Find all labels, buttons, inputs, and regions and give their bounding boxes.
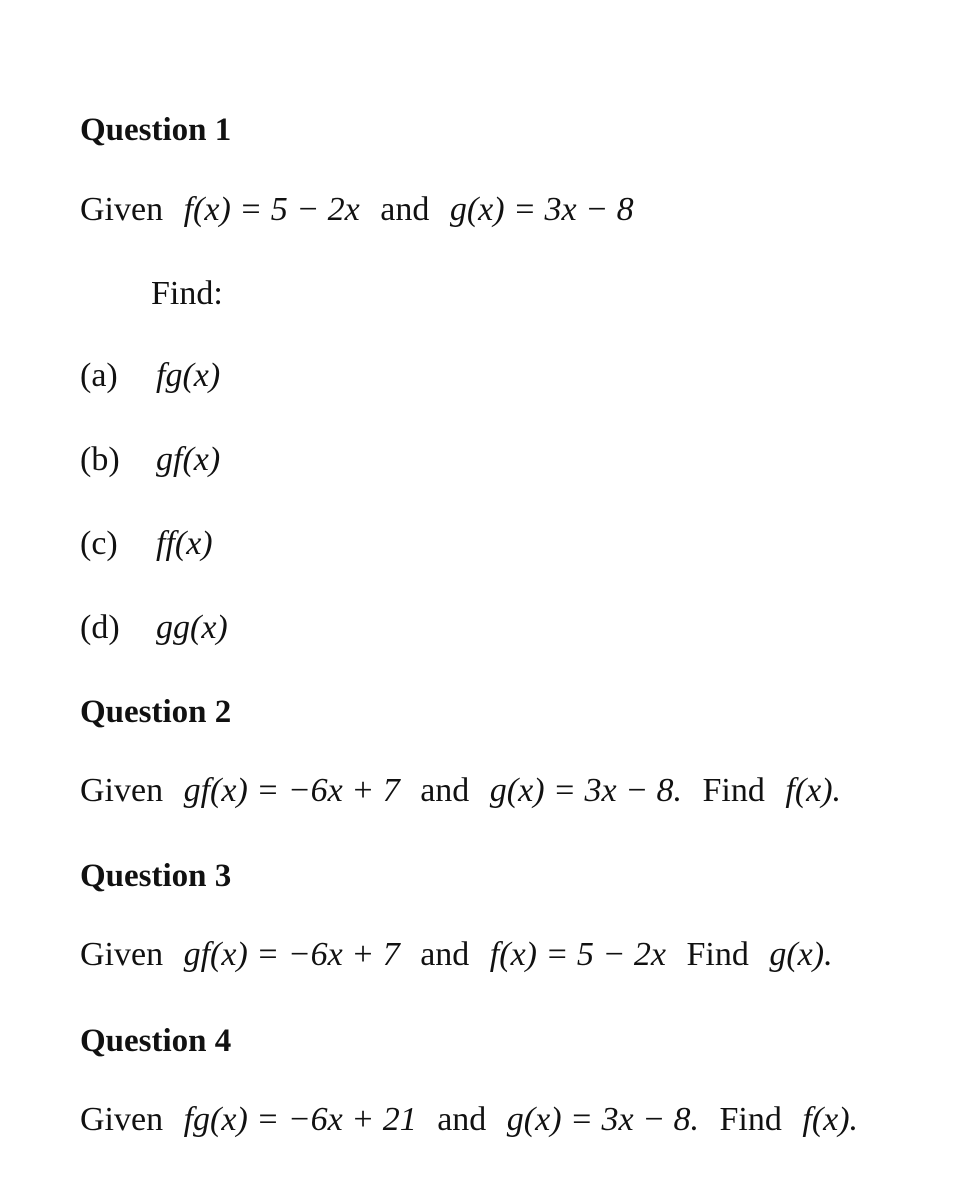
and-label: and <box>380 191 430 228</box>
part-a <box>80 356 220 396</box>
gf-expression: gf(x) = −6x + 7 <box>183 936 400 973</box>
f-definition: f(x) = 5 − 2x <box>489 936 666 973</box>
target-expr: f(x). <box>785 772 842 809</box>
g-definition: g(x) = 3x − 8. <box>489 772 683 809</box>
given-label: Given <box>80 936 164 973</box>
part-b-expr: gf(x) <box>156 441 221 478</box>
question-3-heading: Question 3 <box>80 858 232 894</box>
question-2-heading: Question 2 <box>80 694 232 730</box>
given-label: Given <box>80 191 164 228</box>
part-d <box>80 608 228 648</box>
part-c <box>80 524 213 564</box>
find-label: Find <box>686 936 749 973</box>
f-definition: f(x) = 5 − 2x <box>183 191 360 228</box>
part-d-label: (d) <box>80 609 120 646</box>
question-3-statement <box>80 935 833 975</box>
question-2-statement <box>80 771 841 811</box>
question-4-statement <box>80 1100 858 1140</box>
and-label: and <box>437 1101 487 1138</box>
part-c-label: (c) <box>80 525 118 562</box>
part-d-expr: gg(x) <box>156 609 228 646</box>
g-definition: g(x) = 3x − 8 <box>449 191 634 228</box>
g-definition: g(x) = 3x − 8. <box>506 1101 700 1138</box>
find-label: Find: <box>151 275 223 312</box>
find-label: Find <box>719 1101 782 1138</box>
target-expr: g(x). <box>769 936 833 973</box>
part-b <box>80 440 220 480</box>
given-label: Given <box>80 1101 164 1138</box>
part-a-expr: fg(x) <box>156 357 221 394</box>
part-c-expr: ff(x) <box>156 525 213 562</box>
and-label: and <box>420 936 470 973</box>
question-1-heading: Question 1 <box>80 112 232 148</box>
question-1-statement <box>80 190 634 230</box>
and-label: and <box>420 772 470 809</box>
find-label: Find <box>702 772 765 809</box>
fg-expression: fg(x) = −6x + 21 <box>183 1101 417 1138</box>
part-a-label: (a) <box>80 357 118 394</box>
question-4-heading: Question 4 <box>80 1023 232 1059</box>
target-expr: f(x). <box>802 1101 859 1138</box>
given-label: Given <box>80 772 164 809</box>
gf-expression: gf(x) = −6x + 7 <box>183 772 400 809</box>
part-b-label: (b) <box>80 441 120 478</box>
